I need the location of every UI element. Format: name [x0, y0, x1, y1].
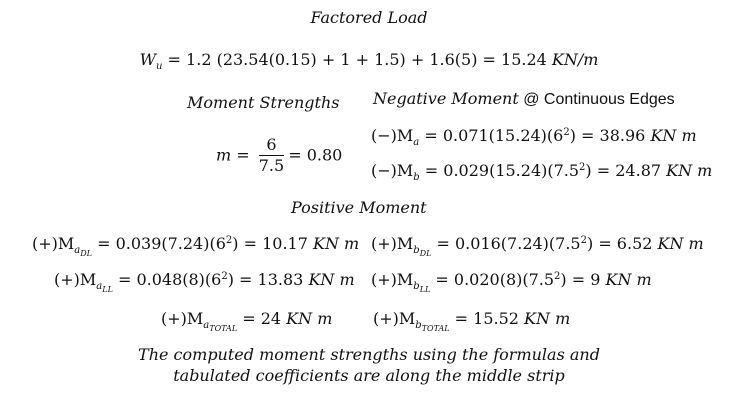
m-fraction: $\frac{6}{7.5}$ — [258, 135, 285, 175]
wu-unit: KN/m — [551, 50, 599, 69]
note-line-2: tabulated coefficients are along the middle strip — [173, 366, 565, 385]
negative-moment-b: $(-)M_b = 0.029(15.24)(7.5^2) = 24.87$ KN m — [371, 161, 713, 183]
moment-strengths-heading: Moment Strengths — [187, 93, 340, 112]
factored-load-title: Factored Load — [310, 8, 428, 27]
positive-moment-b-total: $(+)M_{b_{TOTAL}} = 15.52$ KN m — [373, 309, 571, 333]
wu-equation — [0, 50, 738, 70]
note-line-1: The computed moment strengths using the formulas and — [138, 345, 600, 364]
positive-moment-a-ll: $(+)M_{a_{LL}} = 0.048(8)(6^2) = 13.83$ KN m — [54, 270, 355, 294]
positive-moment-a-dl: $(+)M_{a_{DL}} = 0.039(7.24)(6^2) = 10.17$ KN m — [32, 234, 360, 258]
wu-symbol: $W_u$ — [139, 50, 163, 72]
m-equation: m = $\frac{6}{7.5}$ = 0.80 — [216, 135, 343, 175]
positive-moment-b-ll: $(+)M_{b_{LL}} = 0.020(8)(7.5^2) = 9$ KN m — [371, 270, 652, 294]
positive-moment-b-dl: $(+)M_{b_{DL}} = 0.016(7.24)(7.5^2) = 6.52$ KN m — [371, 234, 704, 258]
negative-moment-a: $(-)M_a = 0.071(15.24)(6^2) = 38.96$ KN m — [371, 126, 697, 148]
positive-moment-a-total: $(+)M_{a_{TOTAL}} = 24$ KN m — [161, 309, 333, 333]
positive-moment-heading: Positive Moment — [291, 198, 427, 217]
wu-expression: = 1.2 (23.54(0.15) + 1 + 1.5) + 1.6(5) = 15.24 — [162, 50, 552, 69]
negative-moment-heading: Negative Moment @ Continuous Edges — [373, 89, 675, 108]
